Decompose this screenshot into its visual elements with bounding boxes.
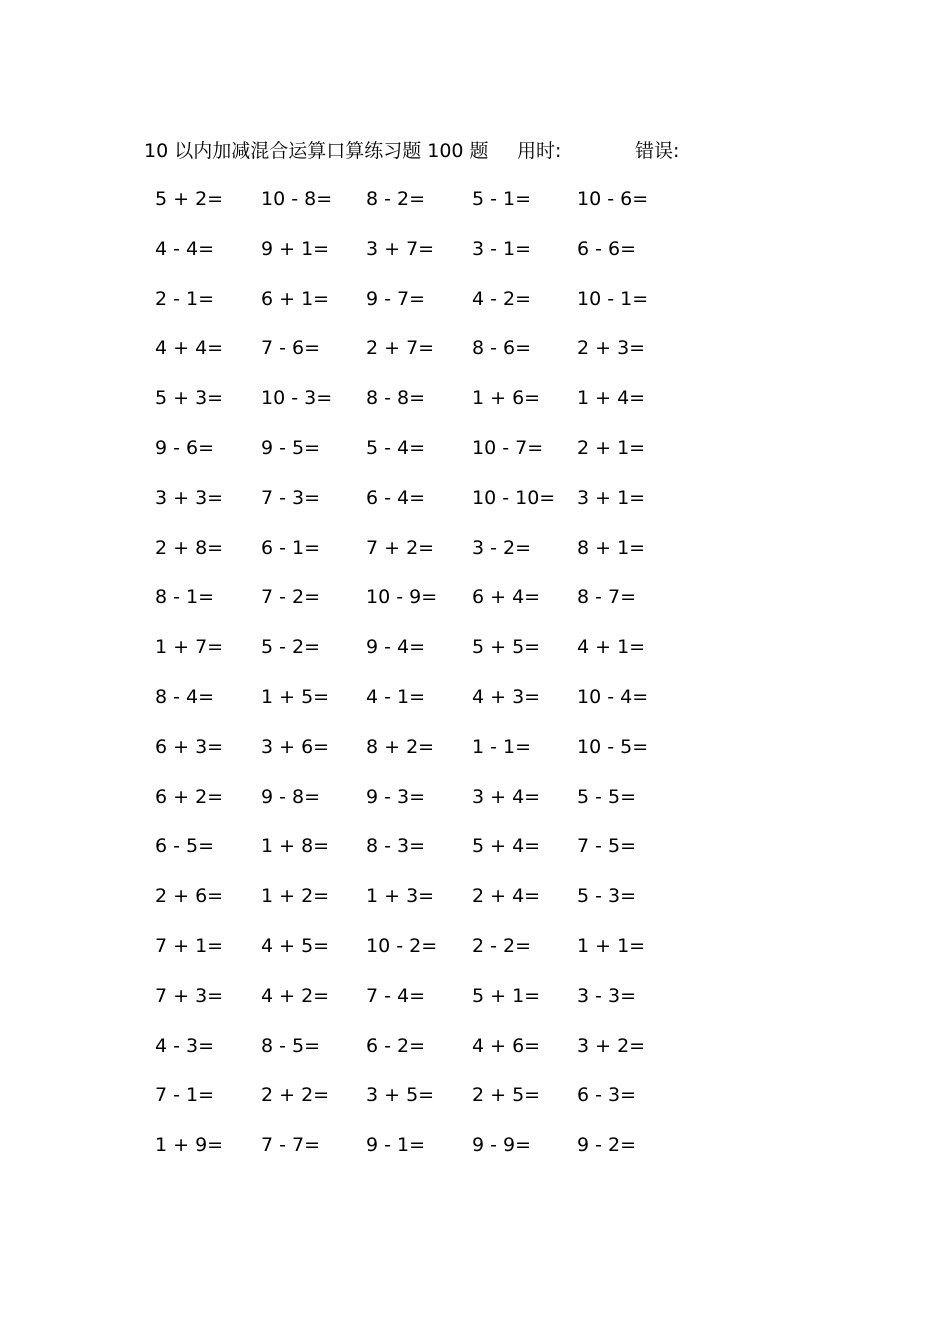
problem-item: 2 + 5=: [472, 1084, 541, 1106]
problem-item: 5 + 5=: [472, 636, 541, 658]
problem-item: 8 - 5=: [261, 1035, 321, 1057]
problem-item: 10 - 5=: [577, 736, 649, 758]
problem-item: 4 + 4=: [155, 337, 224, 359]
problem-item: 6 + 2=: [155, 786, 224, 808]
problem-item: 1 + 9=: [155, 1134, 224, 1156]
problem-item: 5 - 4=: [366, 437, 426, 459]
problem-item: 3 - 3=: [577, 985, 637, 1007]
problem-item: 3 + 5=: [366, 1084, 435, 1106]
problem-item: 2 - 1=: [155, 288, 215, 310]
problem-item: 1 + 3=: [366, 885, 435, 907]
problem-item: 6 - 2=: [366, 1035, 426, 1057]
problem-item: 2 + 3=: [577, 337, 646, 359]
problem-item: 3 - 1=: [472, 238, 532, 260]
problem-item: 7 - 3=: [261, 487, 321, 509]
problem-item: 6 - 1=: [261, 537, 321, 559]
problem-item: 4 - 4=: [155, 238, 215, 260]
problem-item: 8 - 6=: [472, 337, 532, 359]
problem-item: 9 - 7=: [366, 288, 426, 310]
problem-item: 7 - 6=: [261, 337, 321, 359]
problem-item: 9 - 8=: [261, 786, 321, 808]
problem-item: 5 + 1=: [472, 985, 541, 1007]
problem-item: 8 - 7=: [577, 586, 637, 608]
problem-item: 9 - 3=: [366, 786, 426, 808]
problem-item: 7 + 1=: [155, 935, 224, 957]
problem-item: 8 - 4=: [155, 686, 215, 708]
problem-item: 9 - 9=: [472, 1134, 532, 1156]
problem-item: 4 - 3=: [155, 1035, 215, 1057]
problem-item: 6 - 3=: [577, 1084, 637, 1106]
problem-item: 6 - 4=: [366, 487, 426, 509]
problem-item: 7 + 2=: [366, 537, 435, 559]
problem-item: 5 + 4=: [472, 835, 541, 857]
problem-item: 8 + 2=: [366, 736, 435, 758]
problem-item: 1 + 5=: [261, 686, 330, 708]
problem-item: 9 - 4=: [366, 636, 426, 658]
problem-item: 4 + 6=: [472, 1035, 541, 1057]
problem-item: 2 + 7=: [366, 337, 435, 359]
problem-item: 4 - 2=: [472, 288, 532, 310]
problem-item: 8 - 2=: [366, 188, 426, 210]
problem-item: 5 + 3=: [155, 387, 224, 409]
problem-item: 8 + 1=: [577, 537, 646, 559]
problem-item: 5 - 2=: [261, 636, 321, 658]
problem-item: 3 + 1=: [577, 487, 646, 509]
problem-item: 2 + 4=: [472, 885, 541, 907]
problem-item: 3 + 3=: [155, 487, 224, 509]
problem-item: 1 + 7=: [155, 636, 224, 658]
problem-item: 6 + 1=: [261, 288, 330, 310]
problem-item: 5 - 5=: [577, 786, 637, 808]
problem-item: 9 - 1=: [366, 1134, 426, 1156]
problem-item: 1 + 8=: [261, 835, 330, 857]
time-label: 用时:: [517, 140, 562, 162]
problem-item: 9 - 2=: [577, 1134, 637, 1156]
errors-label: 错误:: [635, 140, 680, 162]
problem-item: 1 + 4=: [577, 387, 646, 409]
problem-item: 10 - 4=: [577, 686, 649, 708]
problem-item: 1 + 6=: [472, 387, 541, 409]
problem-item: 10 - 8=: [261, 188, 333, 210]
problem-item: 9 + 1=: [261, 238, 330, 260]
problem-item: 3 + 2=: [577, 1035, 646, 1057]
problem-item: 8 - 3=: [366, 835, 426, 857]
problem-item: 3 + 7=: [366, 238, 435, 260]
problem-item: 10 - 7=: [472, 437, 544, 459]
problem-item: 1 + 1=: [577, 935, 646, 957]
problem-item: 3 - 2=: [472, 537, 532, 559]
problem-item: 10 - 2=: [366, 935, 438, 957]
problem-item: 4 + 3=: [472, 686, 541, 708]
problem-item: 4 + 1=: [577, 636, 646, 658]
problem-item: 7 - 2=: [261, 586, 321, 608]
problem-item: 5 + 2=: [155, 188, 224, 210]
problem-item: 10 - 3=: [261, 387, 333, 409]
problem-item: 7 - 5=: [577, 835, 637, 857]
problem-item: 8 - 1=: [155, 586, 215, 608]
worksheet-title: 10 以内加减混合运算口算练习题 100 题: [144, 140, 489, 162]
problem-item: 7 - 4=: [366, 985, 426, 1007]
problem-item: 2 - 2=: [472, 935, 532, 957]
problem-item: 10 - 6=: [577, 188, 649, 210]
problem-item: 7 - 7=: [261, 1134, 321, 1156]
problem-item: 5 - 3=: [577, 885, 637, 907]
problem-item: 4 + 5=: [261, 935, 330, 957]
problem-item: 10 - 1=: [577, 288, 649, 310]
problem-item: 10 - 9=: [366, 586, 438, 608]
problem-item: 2 + 2=: [261, 1084, 330, 1106]
problem-item: 6 - 5=: [155, 835, 215, 857]
problem-item: 3 + 4=: [472, 786, 541, 808]
problem-item: 2 + 6=: [155, 885, 224, 907]
problem-item: 10 - 10=: [472, 487, 556, 509]
problem-item: 2 + 8=: [155, 537, 224, 559]
problem-item: 6 - 6=: [577, 238, 637, 260]
problem-item: 7 - 1=: [155, 1084, 215, 1106]
problem-item: 4 + 2=: [261, 985, 330, 1007]
problem-item: 9 - 6=: [155, 437, 215, 459]
problem-item: 6 + 3=: [155, 736, 224, 758]
problem-item: 3 + 6=: [261, 736, 330, 758]
problem-item: 1 - 1=: [472, 736, 532, 758]
problem-item: 4 - 1=: [366, 686, 426, 708]
problem-item: 6 + 4=: [472, 586, 541, 608]
problem-item: 9 - 5=: [261, 437, 321, 459]
problem-item: 7 + 3=: [155, 985, 224, 1007]
problem-item: 5 - 1=: [472, 188, 532, 210]
problem-item: 1 + 2=: [261, 885, 330, 907]
problem-item: 2 + 1=: [577, 437, 646, 459]
problem-item: 8 - 8=: [366, 387, 426, 409]
